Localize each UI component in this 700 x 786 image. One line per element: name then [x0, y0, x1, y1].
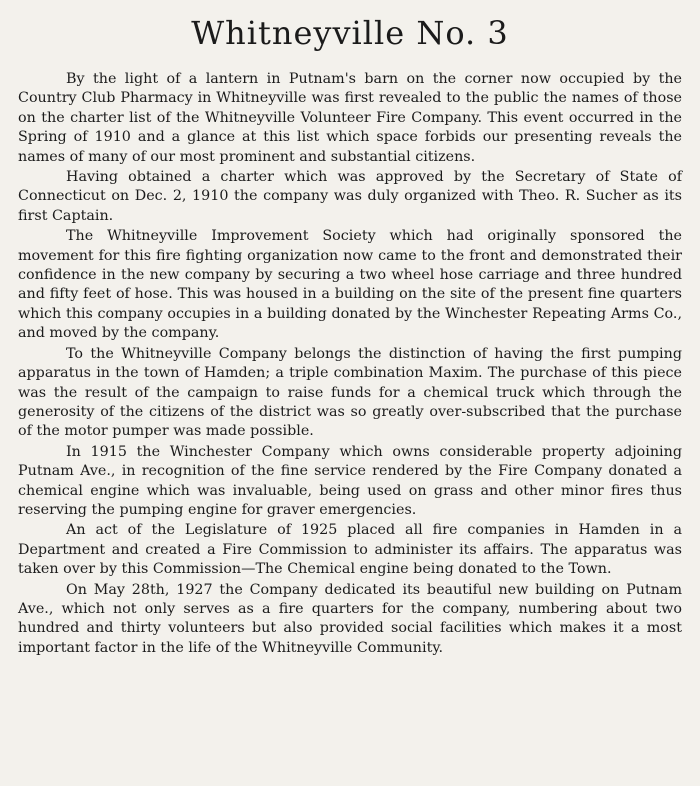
paragraph-charter-list: By the light of a lantern in Putnam's barn on the corner now occupied by the Country Club Pharmacy in Whitneyville was first revealed to the public the names of those on the charter list of the Whitneyville Volunteer Fire Company. This event occurred in the Spring of 1910 and a glance at this list which space forbids our presenting reveals the names of many of our most prominent and substantial citizens. [18, 71, 682, 165]
paragraph-improvement-society: The Whitneyville Improvement Society which had originally sponsored the movement for this fire fighting organization now came to the front and demonstrated their confidence in the new company by securing a two wheel hose carriage and three hundred and fifty feet of hose. This was housed in a building on the site of the present fine quarters which this company occupies in a building donated by the Winchester Repeating Arms Co., and moved by the company. [18, 228, 682, 342]
paragraph-chemical-engine: In 1915 the Winchester Company which owns considerable property adjoining Putnam Ave., in recognition of the fine service rendered by the Fire Company donated a chemical engine which was invaluable, being used on grass and other minor fires thus reserving the pumping engine for graver emergencies. [18, 443, 682, 518]
paragraph-legislature-act: An act of the Legislature of 1925 placed all fire companies in Hamden in a Department and created a Fire Commission to administer its affairs. The apparatus was taken over by this Commission—The Chemical engine being donated to the Town. [18, 522, 682, 578]
article-body [18, 70, 682, 658]
paragraph-pumping-apparatus: To the Whitneyville Company belongs the distinction of having the first pumping apparatus in the town of Hamden; a triple combination Maxim. The purchase of this piece was the result of the campaign to raise funds for a chemical truck which through the generosity of the citizens of the district was so greatly over-subscribed that the purchase of the motor pumper was made possible. [18, 345, 682, 440]
paragraph-charter-approval: Having obtained a charter which was approved by the Secretary of State of Connecticut on Dec. 2, 1910 the company was duly organized with Theo. R. Sucher as its first Captain. [18, 169, 682, 224]
page-title: Whitneyville No. 3 [191, 14, 509, 52]
paragraph-new-building: On May 28th, 1927 the Company dedicated its beautiful new building on Putnam Ave., which not only serves as a fire quarters for the company, numbering about two hundred and thirty volunteers but also provided social facilities which makes it a most important factor in the life of the Whitneyville Community. [18, 581, 682, 656]
